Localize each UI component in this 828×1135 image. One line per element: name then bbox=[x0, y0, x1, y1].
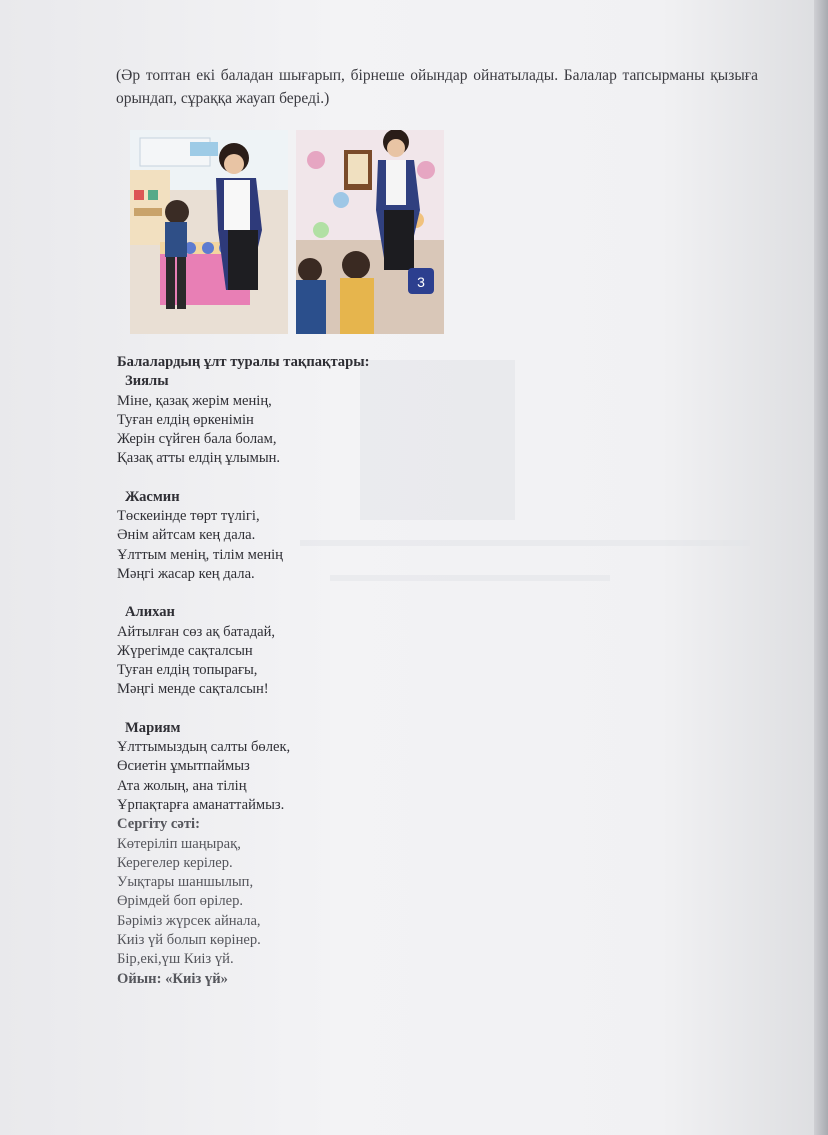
classroom-photo-left bbox=[130, 130, 288, 334]
exercise-line: Көтеріліп шаңырақ, bbox=[117, 835, 241, 852]
spacer bbox=[117, 700, 477, 719]
poems-section bbox=[117, 353, 477, 989]
poem-line: Міне, қазақ жерім менің, bbox=[117, 392, 272, 409]
poem-author: Алихан bbox=[125, 604, 175, 621]
poem-line: Айтылған сөз ақ батадай, bbox=[117, 623, 276, 640]
poem-line: Қазақ атты елдің ұлымын. bbox=[117, 450, 281, 467]
exercise-line: Өрімдей боп өрілер. bbox=[117, 893, 244, 910]
exercise-line: Керегелер керілер. bbox=[117, 854, 233, 871]
poem-line: Ұлттым менің, тілім менің bbox=[117, 546, 283, 563]
poem-line: Мәңгі жасар кең дала. bbox=[117, 565, 255, 582]
exercise-line: Бәріміз жүрсек айнала, bbox=[117, 912, 261, 929]
spacer bbox=[117, 469, 477, 488]
game-title: Ойын: «Киіз үй» bbox=[117, 970, 228, 987]
poem-line: Ата жолың, ана тілің bbox=[117, 777, 247, 794]
exercise-line: Киіз үй болып көрінер. bbox=[117, 932, 261, 949]
classroom-photo-right bbox=[296, 130, 444, 334]
poem-line: Ұрпақтарға аманаттаймыз. bbox=[117, 796, 285, 813]
page-edge bbox=[814, 0, 828, 1135]
exercise-line: Уықтары шаншылып, bbox=[117, 874, 254, 891]
poem-line: Туған елдің топырағы, bbox=[117, 662, 258, 679]
photo-badge-number: 3 bbox=[417, 274, 425, 290]
poem-line: Әнім айтсам кең дала. bbox=[117, 527, 256, 544]
poem-line: Мәңгі менде сақталсын! bbox=[117, 681, 269, 698]
poem-line: Туған елдің өркенімін bbox=[117, 411, 254, 428]
poem-author: Зиялы bbox=[125, 373, 169, 390]
poem-author: Мариям bbox=[125, 719, 181, 736]
poem-line: Төскеиінде төрт түлігі, bbox=[117, 508, 260, 525]
poems-heading: Балалардың ұлт туралы тақпақтары: bbox=[117, 354, 370, 370]
poem-author: Жасмин bbox=[125, 488, 180, 505]
poem-line: Жерін сүйген бала болам, bbox=[117, 431, 277, 448]
intro-paragraph: (Әр топтан екі баладан шығарып, бірнеше ойындар ойнатылады. Балалар тапсырманы қызыға орындап, сұраққа жауап береді.) bbox=[116, 67, 758, 107]
exercise-heading: Сергіту сәті: bbox=[117, 816, 200, 833]
poem-line: Жүрегімде сақталсын bbox=[117, 642, 253, 659]
poem-line: Ұлттымыздың салты бөлек, bbox=[117, 739, 291, 756]
poem-line: Өсиетін ұмытпаймыз bbox=[117, 758, 250, 775]
spacer bbox=[117, 584, 477, 603]
exercise-line: Бір,екі,үш Киіз үй. bbox=[117, 951, 234, 968]
